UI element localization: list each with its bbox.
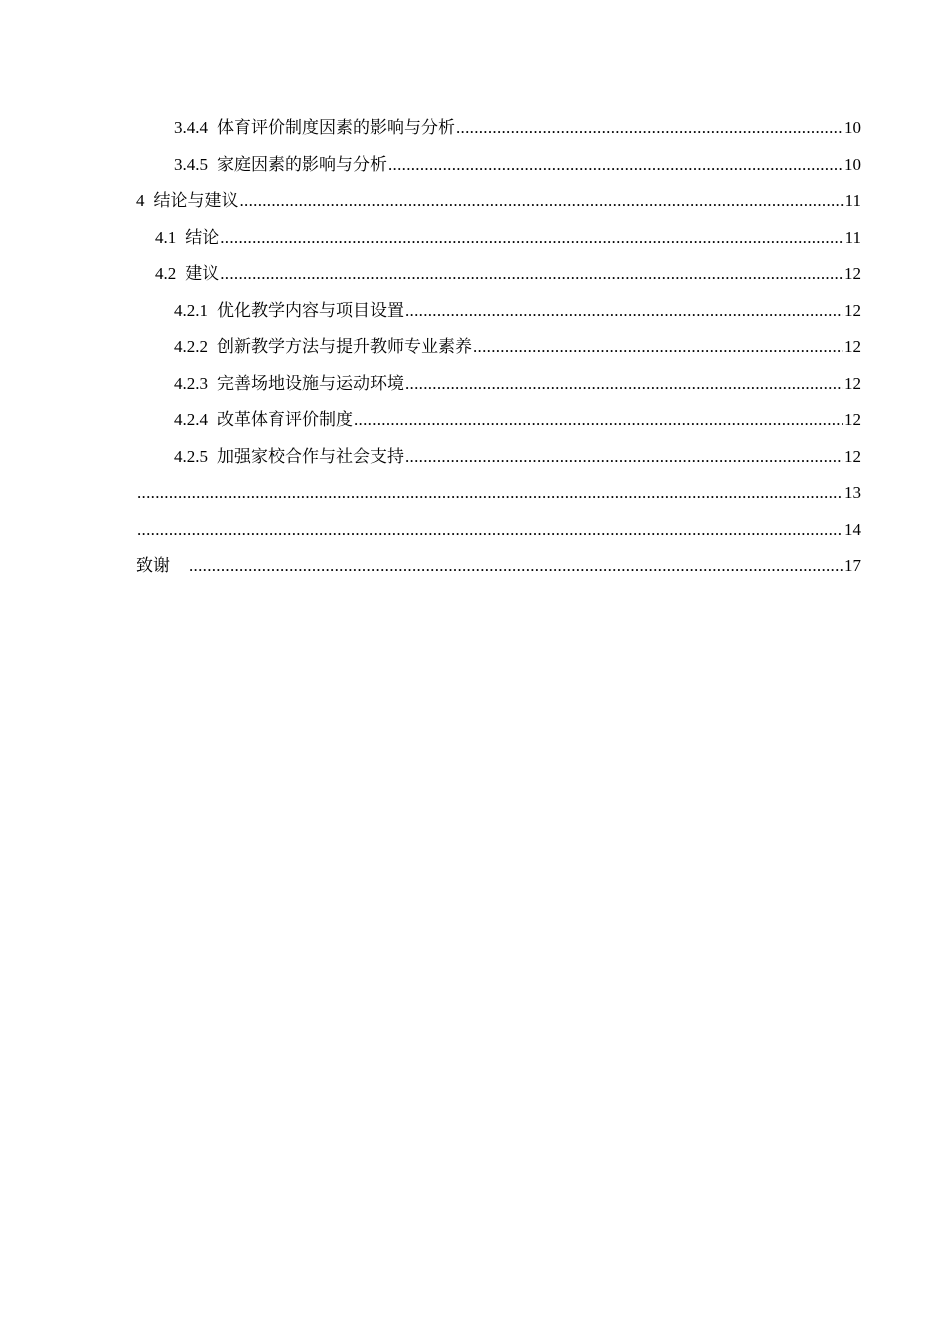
toc-entry-4-1[interactable]: [136, 220, 861, 257]
toc-entry-title: 结论与建议: [153, 191, 239, 210]
toc-dot-leader: [137, 475, 843, 512]
toc-entry-number: 3.4.4: [174, 118, 208, 137]
toc-dot-leader: [405, 439, 843, 476]
toc-entry-title: 建议: [185, 264, 220, 283]
toc-entry-4-2-2[interactable]: [136, 329, 861, 366]
toc-entry-number: 4.2.5: [174, 446, 208, 466]
toc-entry-number: 4.1: [155, 227, 177, 247]
toc-dot-leader: [354, 402, 843, 439]
toc-dot-leader: [388, 147, 843, 184]
toc-entry-page: 12: [844, 264, 861, 283]
toc-dot-leader: [473, 329, 843, 366]
toc-entry-page: 13: [844, 483, 861, 502]
toc-entry-4-2[interactable]: [136, 256, 861, 293]
toc-entry-page: 14: [844, 519, 861, 539]
table-of-contents: [136, 110, 861, 585]
toc-entry-title: 改革体育评价制度: [217, 410, 353, 429]
toc-entry-title: 优化教学内容与项目设置: [217, 300, 404, 320]
toc-entry-title: 创新教学方法与提升教师专业素养: [217, 337, 472, 356]
toc-dot-leader: [189, 548, 843, 585]
toc-dot-leader: [220, 220, 843, 257]
toc-entry-page: 12: [844, 373, 861, 393]
toc-entry-number: 3.4.5: [174, 154, 208, 174]
toc-entry-page: 12: [844, 337, 861, 356]
toc-entry-4-2-5[interactable]: [136, 439, 861, 476]
toc-entry-page: 17: [844, 556, 861, 575]
toc-dot-leader: [240, 183, 844, 220]
toc-entry-number: 4.2: [155, 264, 177, 283]
toc-entry-page: 11: [844, 191, 861, 210]
toc-dot-leader: [405, 366, 843, 403]
toc-entry-4-2-3[interactable]: [136, 366, 861, 403]
toc-entry-number: 4.2.4: [174, 410, 208, 429]
toc-entry-number: 4.2.1: [174, 300, 208, 320]
toc-entry-number: 4: [136, 191, 145, 210]
toc-entry-untitled-14[interactable]: [136, 512, 861, 549]
toc-entry-number: 4.2.3: [174, 373, 208, 393]
toc-entry-title: 体育评价制度因素的影响与分析: [217, 118, 455, 137]
toc-dot-leader: [137, 512, 843, 549]
toc-entry-page: 11: [844, 227, 861, 247]
toc-entry-number: 4.2.2: [174, 337, 208, 356]
toc-dot-leader: [456, 110, 843, 147]
toc-dot-leader: [220, 256, 843, 293]
toc-entry-title: 完善场地设施与运动环境: [217, 373, 404, 393]
toc-dot-leader: [405, 293, 843, 330]
toc-entry-3-4-4[interactable]: [136, 110, 861, 147]
toc-entry-4[interactable]: [136, 183, 861, 220]
toc-entry-page: 10: [844, 118, 861, 137]
toc-entry-3-4-5[interactable]: [136, 147, 861, 184]
toc-entry-title: 加强家校合作与社会支持: [217, 446, 404, 466]
toc-entry-page: 12: [844, 300, 861, 320]
toc-entry-page: 12: [844, 446, 861, 466]
toc-entry-4-2-1[interactable]: [136, 293, 861, 330]
toc-entry-untitled-13[interactable]: [136, 475, 861, 512]
toc-entry-4-2-4[interactable]: [136, 402, 861, 439]
toc-entry-acknowledgements[interactable]: [136, 548, 861, 585]
toc-entry-page: 10: [844, 154, 861, 174]
toc-entry-title: 家庭因素的影响与分析: [217, 154, 387, 174]
toc-entry-title: 致谢: [136, 556, 170, 575]
toc-entry-title: 结论: [185, 227, 220, 247]
toc-entry-page: 12: [844, 410, 861, 429]
